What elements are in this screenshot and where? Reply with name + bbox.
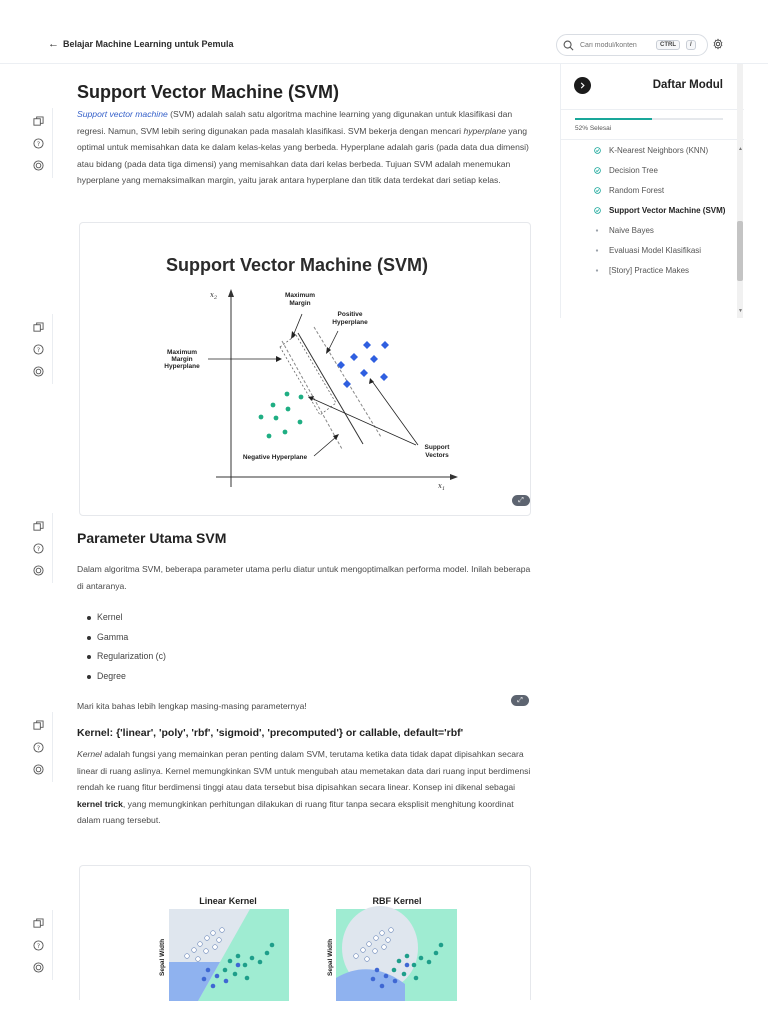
search-input[interactable] [580, 42, 650, 49]
intro-text-2: yang optimal untuk memisahkan data ke dalam kelas-kelas yang berbeda. Hyperplane adalah garis (pada data dua dimensi) atau bidang (pada data tiga dimensi) yang memisahkan data dari kelas berbeda. Tujuan SVM adalah menemukan hyperplane yang memaksimalkan margin, yaitu jarak antara hyperplane dan titik data terdekat dari setiap kelas. [77, 125, 529, 185]
module-item[interactable] [593, 245, 729, 256]
bullet-icon [593, 245, 601, 254]
shortcut-key-slash: / [686, 40, 696, 50]
kernel-paragraph [77, 746, 535, 829]
positive-point [381, 341, 389, 349]
intro-text: (SVM) adalah salah satu algoritma machine learning yang digunakan untuk klasifikasi dan regresi. Namun, SVM lebih sering digunakan pada masalah klasifikasi. SVM bekerja dengan mencari [77, 109, 513, 136]
rbf-kernel-plot [336, 906, 457, 1001]
negative-point [271, 403, 276, 408]
list-item: Regularization (c) [85, 647, 166, 667]
help-button[interactable] [32, 938, 46, 952]
bullet-icon [593, 265, 601, 274]
svg-text:?: ? [36, 941, 41, 950]
arrow-head [276, 356, 282, 362]
annotation-arrow [314, 437, 336, 456]
annotation-positive-hyperplane: Positive Hyperplane [332, 311, 368, 326]
intro-paragraph [77, 106, 535, 189]
search-icon [563, 40, 574, 51]
svg-text:?: ? [36, 544, 41, 553]
svg-text:?: ? [36, 743, 41, 752]
kernel-heading: Kernel: {'linear', 'poly', 'rbf', 'sigmoid', 'precomputed'} or callable, default='rbf' [77, 727, 464, 739]
annotation-support-vectors: Support Vectors [424, 444, 450, 459]
intro-link[interactable]: Support vector machine [77, 109, 168, 119]
module-label: Naive Bayes [609, 226, 654, 235]
divider [561, 139, 744, 140]
back-link[interactable] [48, 38, 234, 50]
help-button[interactable] [32, 136, 46, 150]
module-label: Support Vector Machine (SVM) [609, 206, 726, 215]
module-item[interactable] [593, 265, 729, 276]
x-axis-arrow [450, 474, 458, 480]
margin-box [280, 335, 336, 415]
module-panel-header [561, 64, 744, 110]
contrast-icon [33, 962, 44, 973]
page-title: Support Vector Machine (SVM) [77, 82, 340, 102]
negative-point [285, 392, 290, 397]
rbf-kernel-title: RBF Kernel [372, 896, 422, 906]
svm-diagram [80, 223, 532, 517]
list-item: Degree [85, 667, 166, 687]
y-axis-label: $x_2$ [210, 291, 218, 301]
module-label: Random Forest [609, 186, 665, 195]
progress-fill [575, 118, 652, 120]
progress-bar [575, 118, 723, 120]
content-tools-rail [25, 108, 53, 178]
copy-icon [33, 521, 44, 532]
contrast-button[interactable] [32, 960, 46, 974]
help-icon [33, 138, 44, 149]
help-icon [33, 940, 44, 951]
bullet-icon [593, 225, 601, 234]
kernel-text: adalah fungsi yang memainkan peran penting dalam SVM, terutama ketika data tidak dapat dipisahkan secara linear di ruang aslinya. Kernel memungkinkan SVM untuk mengubah atau memetakan data dari ruang input berdimensi rendah ke ruang fitur berdimensi tinggi atau data tersebut bisa dipisahkan secara linear. Konsep ini dikenal sebagai [77, 749, 531, 792]
parameter-list [85, 608, 166, 686]
copy-button[interactable] [32, 718, 46, 732]
section-title: Parameter Utama SVM [77, 530, 227, 546]
check-circle-icon [593, 145, 601, 154]
expand-image-button[interactable] [512, 495, 530, 506]
y-axis-arrow [228, 289, 234, 297]
help-icon [33, 344, 44, 355]
contrast-icon [33, 565, 44, 576]
module-label: [Story] Practice Makes [609, 266, 690, 275]
contrast-icon [33, 160, 44, 171]
list-item: Gamma [85, 628, 166, 648]
rbf-y-label: Sepal Width [327, 938, 334, 976]
annotation-arrow [293, 314, 302, 336]
copy-icon [33, 116, 44, 127]
module-list [593, 145, 729, 285]
svm-diagram-figure [79, 222, 531, 516]
copy-button[interactable] [32, 114, 46, 128]
negative-point [299, 395, 304, 400]
linear-kernel-title: Linear Kernel [199, 896, 257, 906]
progress-label: 52% Selesai [575, 125, 612, 132]
positive-point [343, 380, 351, 388]
copy-button[interactable] [32, 519, 46, 533]
negative-class-points [259, 392, 304, 439]
panel-toggle-button[interactable] [574, 77, 591, 94]
module-item[interactable] [593, 225, 729, 236]
svg-text:?: ? [36, 139, 41, 148]
contrast-icon [33, 366, 44, 377]
help-button[interactable] [32, 740, 46, 754]
module-label: K-Nearest Neighbors (KNN) [609, 146, 709, 155]
help-button[interactable] [32, 342, 46, 356]
top-bar [0, 0, 768, 64]
positive-point [337, 361, 345, 369]
arrow-head [291, 331, 296, 339]
expand-button[interactable] [511, 695, 529, 706]
annotation-maximum-margin: Maximum Margin [285, 292, 315, 307]
gear-icon [712, 38, 724, 50]
positive-point [363, 341, 371, 349]
list-item: Kernel [85, 608, 166, 628]
negative-point [283, 430, 288, 435]
copy-icon [33, 918, 44, 929]
kernel-emphasis: Kernel [77, 749, 102, 759]
kernel-text-2: , yang memungkinkan perhitungan dilakukan di ruang fitur tanpa secara eksplisit menghitung koordinat dalam ruang tersebut. [77, 798, 514, 825]
copy-button[interactable] [32, 916, 46, 930]
positive-point [360, 369, 368, 377]
contrast-button[interactable] [32, 158, 46, 172]
expand-icon: ⤢ [517, 696, 523, 704]
module-label: Decision Tree [609, 166, 658, 175]
check-circle-icon [593, 205, 601, 214]
module-item[interactable] [593, 185, 729, 196]
module-item[interactable] [593, 205, 729, 216]
negative-point [298, 420, 303, 425]
module-panel [560, 64, 744, 318]
diagram-title: Support Vector Machine (SVM) [165, 255, 429, 275]
linear-y-label: Sepal Width [159, 938, 166, 976]
annotation-negative-hyperplane: Negative Hyperplane [242, 454, 308, 461]
linear-kernel-plot [169, 909, 289, 1001]
content-tools-rail [25, 712, 53, 782]
contrast-button[interactable] [32, 364, 46, 378]
x-axis-label: $x_1$ [438, 482, 446, 492]
panel-scrollbar-thumb[interactable] [737, 221, 743, 281]
shortcut-key-ctrl: CTRL [656, 40, 680, 50]
negative-point [259, 415, 264, 420]
scroll-up-arrow[interactable]: ▲ [738, 146, 743, 152]
kernel-comparison-figure [79, 865, 531, 1000]
copy-button[interactable] [32, 320, 46, 334]
params-outro: Mari kita bahas lebih lengkap masing-masing parameternya! [77, 701, 307, 711]
expand-icon: ⤢ [518, 496, 524, 504]
content-tools-rail [25, 513, 53, 583]
kernel-strong: kernel trick [77, 798, 123, 809]
help-icon [33, 742, 44, 753]
positive-point [350, 353, 358, 361]
annotation-arrow [328, 331, 338, 351]
scroll-down-arrow[interactable]: ▼ [738, 308, 743, 314]
check-circle-icon [593, 165, 601, 174]
copy-icon [33, 322, 44, 333]
contrast-icon [33, 764, 44, 775]
contrast-button[interactable] [32, 762, 46, 776]
positive-point [380, 373, 388, 381]
copy-icon [33, 720, 44, 731]
content-tools-rail [25, 314, 53, 384]
help-button[interactable] [32, 541, 46, 555]
module-item[interactable] [593, 145, 729, 156]
positive-point [370, 355, 378, 363]
module-panel-title: Daftar Modul [652, 79, 723, 91]
module-item[interactable] [593, 165, 729, 176]
help-icon [33, 543, 44, 554]
contrast-button[interactable] [32, 563, 46, 577]
check-circle-icon [593, 185, 601, 194]
arrow-left-icon: ← [48, 38, 59, 50]
course-title: Belajar Machine Learning untuk Pemula [63, 39, 234, 49]
content-tools-rail [25, 910, 53, 980]
svg-text:?: ? [36, 345, 41, 354]
positive-class-points [337, 341, 389, 388]
chevron-right-icon [579, 82, 586, 89]
module-label: Evaluasi Model Klasifikasi [609, 246, 702, 255]
intro-emphasis: hyperplane [463, 125, 506, 136]
negative-point [274, 416, 279, 421]
search-box[interactable] [556, 34, 708, 56]
annotation-max-margin-hyperplane: Maximum Margin Hyperplane [164, 349, 200, 370]
section-intro: Dalam algoritma SVM, beberapa parameter utama perlu diatur untuk mengoptimalkan performa model. Inilah beberapa di antaranya. [77, 564, 531, 591]
negative-point [267, 434, 272, 439]
negative-point [286, 407, 291, 412]
kernel-comparison-plots [80, 866, 532, 1001]
settings-button[interactable] [712, 37, 724, 55]
